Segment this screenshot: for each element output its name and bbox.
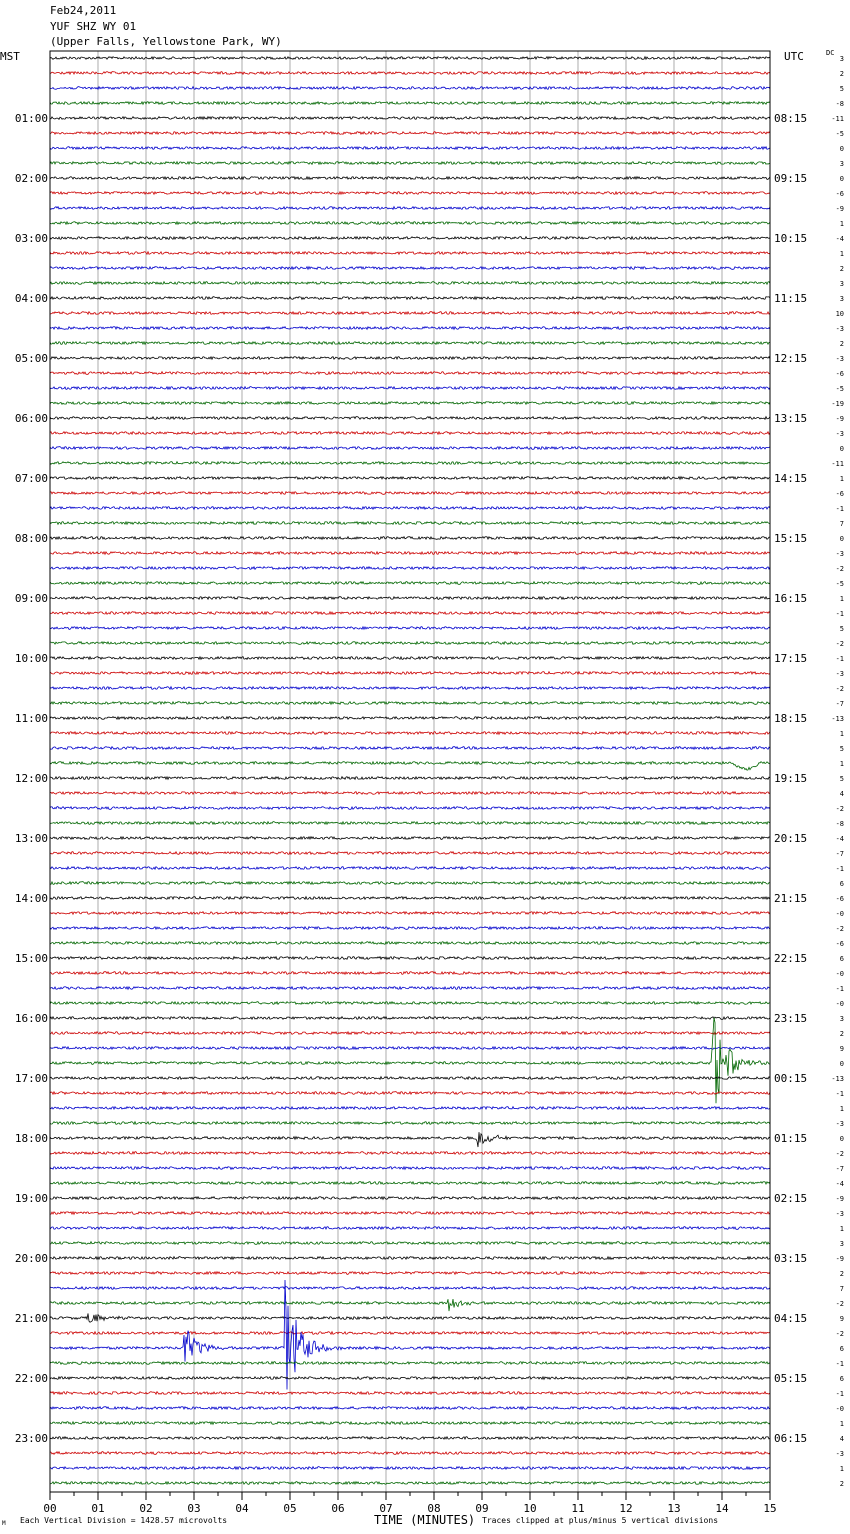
trace-line — [50, 1167, 770, 1170]
trace-line — [50, 1122, 770, 1125]
mst-hour-label: 09:00 — [14, 592, 48, 605]
trace-line — [50, 282, 770, 285]
trace-line — [50, 297, 770, 300]
dc-offset-label: -5 — [835, 580, 844, 588]
dc-offset-label: 1 — [839, 760, 844, 768]
dc-offset-label: -1 — [835, 1390, 844, 1398]
trace-line — [50, 1152, 770, 1155]
trace-line — [50, 132, 770, 135]
mst-hour-label: 15:00 — [14, 952, 48, 965]
dc-offset-label: 2 — [839, 340, 844, 348]
dc-offset-label: -1 — [835, 610, 844, 618]
utc-hour-label: 00:15 — [774, 1072, 808, 1085]
x-tick-label: 02 — [139, 1502, 153, 1515]
dc-offset-label: -3 — [835, 670, 844, 678]
dc-offset-label: -9 — [835, 1255, 844, 1263]
trace-line — [50, 627, 770, 630]
dc-offset-label: -3 — [835, 1120, 844, 1128]
trace-line — [50, 177, 770, 180]
x-tick-label: 09 — [475, 1502, 489, 1515]
trace-line — [50, 1092, 770, 1095]
trace-line — [50, 1437, 770, 1440]
dc-offset-label: 0 — [839, 175, 844, 183]
trace-line — [50, 1047, 770, 1050]
dc-offset-label: -9 — [835, 1195, 844, 1203]
dc-offset-label: 10 — [835, 310, 844, 318]
dc-offset-label: 1 — [839, 475, 844, 483]
trace-line — [50, 1242, 770, 1245]
dc-offset-label: 5 — [839, 775, 844, 783]
utc-hour-label: 15:15 — [774, 532, 808, 545]
mst-hour-label: 07:00 — [14, 472, 48, 485]
trace-line — [50, 672, 770, 675]
utc-hour-label: 03:15 — [774, 1252, 808, 1265]
trace-line — [50, 1182, 770, 1185]
dc-offset-label: -2 — [835, 1150, 844, 1158]
dc-offset-label: -1 — [835, 1360, 844, 1368]
dc-offset-label: -8 — [835, 820, 844, 828]
mst-hour-label: 01:00 — [14, 112, 48, 125]
trace-line — [50, 1392, 770, 1395]
trace-line — [50, 942, 770, 945]
mst-hour-label: 20:00 — [14, 1252, 48, 1265]
dc-offset-label: -13 — [831, 1075, 844, 1083]
mst-hour-label: 04:00 — [14, 292, 48, 305]
dc-offset-label: 9 — [839, 1045, 844, 1053]
trace-line — [50, 567, 770, 570]
dc-label: DC — [826, 49, 835, 57]
mst-hour-label: 11:00 — [14, 712, 48, 725]
trace-line — [50, 1332, 770, 1335]
x-tick-label: 15 — [763, 1502, 777, 1515]
x-tick-label: 08 — [427, 1502, 441, 1515]
trace-line — [50, 867, 770, 870]
trace-line — [50, 102, 770, 105]
dc-offset-label: -6 — [835, 490, 844, 498]
dc-offset-label: -8 — [835, 100, 844, 108]
trace-line — [50, 852, 770, 855]
dc-offset-label: 0 — [839, 445, 844, 453]
utc-hour-label: 11:15 — [774, 292, 808, 305]
header-location: (Upper Falls, Yellowstone Park, WY) — [50, 35, 282, 48]
mst-hour-label: 17:00 — [14, 1072, 48, 1085]
dc-offset-label: 1 — [839, 250, 844, 258]
x-tick-label: 10 — [523, 1502, 537, 1515]
dc-offset-label: -3 — [835, 430, 844, 438]
trace-line — [50, 822, 770, 825]
x-tick-label: 12 — [619, 1502, 633, 1515]
dc-offset-label: 1 — [839, 1465, 844, 1473]
trace-line — [50, 1422, 770, 1425]
corner-mark: M — [2, 1520, 6, 1527]
trace-line — [50, 192, 770, 195]
trace-line — [50, 912, 770, 915]
trace-line — [50, 957, 770, 960]
trace-line — [50, 147, 770, 150]
trace-line — [50, 162, 770, 165]
trace-line — [50, 927, 770, 930]
trace-line — [50, 1107, 770, 1110]
trace-line — [50, 1018, 770, 1104]
mst-hour-label: 05:00 — [14, 352, 48, 365]
dc-offset-label: 5 — [839, 745, 844, 753]
trace-line — [50, 252, 770, 255]
mst-hour-label: 22:00 — [14, 1372, 48, 1385]
trace-line — [50, 57, 770, 60]
utc-hour-label: 05:15 — [774, 1372, 808, 1385]
x-tick-label: 00 — [43, 1502, 57, 1515]
dc-offset-label: -1 — [835, 985, 844, 993]
dc-offset-label: 0 — [839, 1060, 844, 1068]
dc-offset-label: -5 — [835, 385, 844, 393]
dc-offset-label: 5 — [839, 625, 844, 633]
trace-line — [50, 357, 770, 360]
dc-offset-label: 9 — [839, 1315, 844, 1323]
header-date: Feb24,2011 — [50, 4, 117, 17]
trace-line — [50, 717, 770, 720]
utc-hour-label: 13:15 — [774, 412, 808, 425]
dc-offset-label: 7 — [839, 520, 844, 528]
scale-note: Each Vertical Division = 1428.57 microvolts — [20, 1516, 228, 1525]
trace-line — [50, 1272, 770, 1275]
utc-hour-label: 17:15 — [774, 652, 808, 665]
trace-line — [50, 87, 770, 90]
dc-offset-label: 1 — [839, 1225, 844, 1233]
mst-hour-label: 06:00 — [14, 412, 48, 425]
trace-line — [50, 807, 770, 810]
dc-offset-label: -3 — [835, 550, 844, 558]
utc-hour-label: 16:15 — [774, 592, 808, 605]
utc-hour-label: 09:15 — [774, 172, 808, 185]
trace-line — [50, 1017, 770, 1020]
dc-offset-label: 4 — [839, 790, 844, 798]
dc-offset-label: 7 — [839, 1285, 844, 1293]
utc-hour-label: 18:15 — [774, 712, 808, 725]
x-tick-label: 06 — [331, 1502, 345, 1515]
trace-line — [50, 777, 770, 780]
trace-line — [50, 792, 770, 795]
trace-group — [50, 57, 770, 1485]
dc-offset-label: -11 — [831, 115, 844, 123]
trace-line — [50, 537, 770, 540]
axis-label-group — [15, 55, 844, 1515]
dc-offset-label: -6 — [835, 190, 844, 198]
trace-line — [50, 267, 770, 270]
utc-hour-label: 23:15 — [774, 1012, 808, 1025]
plot-frame — [50, 51, 770, 1492]
utc-hour-label: 02:15 — [774, 1192, 808, 1205]
mst-hour-label: 02:00 — [14, 172, 48, 185]
dc-offset-label: -0 — [835, 970, 844, 978]
dc-offset-label: -3 — [835, 325, 844, 333]
trace-line — [50, 387, 770, 390]
trace-line — [50, 207, 770, 210]
trace-line — [50, 1227, 770, 1230]
trace-line — [50, 222, 770, 225]
dc-offset-label: 0 — [839, 535, 844, 543]
dc-offset-label: -3 — [835, 1450, 844, 1458]
utc-hour-label: 08:15 — [774, 112, 808, 125]
dc-offset-label: -5 — [835, 130, 844, 138]
x-tick-label: 13 — [667, 1502, 681, 1515]
mst-hour-label: 19:00 — [14, 1192, 48, 1205]
dc-offset-label: 4 — [839, 1435, 844, 1443]
dc-offset-label: 1 — [839, 1105, 844, 1113]
mst-hour-label: 10:00 — [14, 652, 48, 665]
dc-offset-label: 0 — [839, 1135, 844, 1143]
utc-hour-label: 10:15 — [774, 232, 808, 245]
dc-offset-label: 3 — [839, 1015, 844, 1023]
dc-offset-label: -3 — [835, 1210, 844, 1218]
trace-line — [50, 1287, 770, 1290]
dc-offset-label: -2 — [835, 565, 844, 573]
trace-line — [50, 642, 770, 645]
trace-line — [50, 372, 770, 375]
trace-line — [50, 552, 770, 555]
trace-line — [50, 312, 770, 315]
trace-line — [50, 1280, 770, 1390]
trace-line — [50, 987, 770, 990]
trace-line — [50, 342, 770, 345]
dc-offset-label: -0 — [835, 910, 844, 918]
trace-line — [50, 597, 770, 600]
dc-offset-label: -19 — [831, 400, 844, 408]
dc-offset-label: 2 — [839, 265, 844, 273]
trace-line — [50, 447, 770, 450]
trace-line — [50, 687, 770, 690]
utc-hour-label: 01:15 — [774, 1132, 808, 1145]
dc-offset-label: -4 — [835, 835, 844, 843]
trace-line — [50, 72, 770, 75]
mst-hour-label: 03:00 — [14, 232, 48, 245]
trace-line — [50, 1032, 770, 1035]
dc-offset-label: -9 — [835, 205, 844, 213]
dc-offset-label: -7 — [835, 700, 844, 708]
dc-offset-label: 1 — [839, 1420, 844, 1428]
trace-line — [50, 402, 770, 405]
dc-offset-label: 1 — [839, 595, 844, 603]
trace-line — [50, 1482, 770, 1485]
trace-line — [50, 1077, 770, 1080]
utc-hour-label: 22:15 — [774, 952, 808, 965]
dc-offset-label: -13 — [831, 715, 844, 723]
trace-line — [50, 432, 770, 435]
dc-offset-label: -4 — [835, 235, 844, 243]
mst-hour-label: 13:00 — [14, 832, 48, 845]
trace-line — [50, 972, 770, 975]
trace-line — [50, 732, 770, 735]
trace-line — [50, 1299, 770, 1311]
trace-line — [50, 1132, 770, 1147]
trace-line — [50, 897, 770, 900]
trace-line — [50, 1452, 770, 1455]
trace-line — [50, 747, 770, 750]
utc-hour-label: 21:15 — [774, 892, 808, 905]
dc-offset-label: -7 — [835, 1165, 844, 1173]
dc-offset-label: 3 — [839, 295, 844, 303]
trace-line — [50, 1212, 770, 1215]
dc-offset-label: 6 — [839, 1375, 844, 1383]
dc-offset-label: 2 — [839, 1030, 844, 1038]
trace-line — [50, 1313, 770, 1322]
dc-offset-label: -6 — [835, 940, 844, 948]
trace-line — [50, 417, 770, 420]
trace-line — [50, 237, 770, 240]
trace-line — [50, 462, 770, 465]
mst-hour-label: 23:00 — [14, 1432, 48, 1445]
trace-line — [50, 702, 770, 705]
trace-line — [50, 837, 770, 840]
mst-hour-label: 12:00 — [14, 772, 48, 785]
dc-offset-label: -4 — [835, 1180, 844, 1188]
trace-line — [50, 1362, 770, 1365]
x-tick-label: 04 — [235, 1502, 249, 1515]
dc-offset-label: -2 — [835, 805, 844, 813]
dc-offset-label: 3 — [839, 55, 844, 63]
header-station: YUF SHZ WY 01 — [50, 20, 137, 33]
dc-offset-label: 6 — [839, 880, 844, 888]
mst-hour-label: 08:00 — [14, 532, 48, 545]
mst-axis-label: MST — [0, 50, 20, 63]
trace-line — [50, 327, 770, 330]
utc-axis-label: UTC — [784, 50, 804, 63]
utc-hour-label: 06:15 — [774, 1432, 808, 1445]
trace-line — [50, 507, 770, 510]
trace-line — [50, 492, 770, 495]
dc-offset-label: -0 — [835, 1405, 844, 1413]
trace-line — [50, 1197, 770, 1200]
trace-line — [50, 762, 770, 771]
mst-hour-label: 18:00 — [14, 1132, 48, 1145]
dc-offset-label: -6 — [835, 895, 844, 903]
dc-offset-label: -11 — [831, 460, 844, 468]
dc-offset-label: -1 — [835, 655, 844, 663]
trace-line — [50, 657, 770, 660]
dc-offset-label: 2 — [839, 70, 844, 78]
mst-hour-label: 16:00 — [14, 1012, 48, 1025]
dc-offset-label: -2 — [835, 925, 844, 933]
dc-offset-label: 3 — [839, 1240, 844, 1248]
dc-offset-label: 6 — [839, 1345, 844, 1353]
dc-offset-label: 6 — [839, 955, 844, 963]
dc-offset-label: -6 — [835, 370, 844, 378]
x-axis-title: TIME (MINUTES) — [374, 1513, 476, 1527]
utc-hour-label: 12:15 — [774, 352, 808, 365]
utc-hour-label: 14:15 — [774, 472, 808, 485]
dc-offset-label: -2 — [835, 1330, 844, 1338]
trace-line — [50, 1257, 770, 1260]
dc-offset-label: -9 — [835, 415, 844, 423]
x-tick-label: 01 — [91, 1502, 105, 1515]
x-tick-label: 07 — [379, 1502, 393, 1515]
utc-hour-label: 04:15 — [774, 1312, 808, 1325]
dc-offset-label: -3 — [835, 355, 844, 363]
dc-offset-label: -7 — [835, 850, 844, 858]
trace-line — [50, 582, 770, 585]
dc-offset-label: -1 — [835, 505, 844, 513]
dc-offset-label: 2 — [839, 1270, 844, 1278]
trace-line — [50, 882, 770, 885]
dc-offset-label: 5 — [839, 85, 844, 93]
x-tick-label: 11 — [571, 1502, 585, 1515]
dc-offset-label: -1 — [835, 1090, 844, 1098]
dc-offset-label: -1 — [835, 865, 844, 873]
mst-hour-label: 21:00 — [14, 1312, 48, 1325]
utc-hour-label: 20:15 — [774, 832, 808, 845]
clip-note: Traces clipped at plus/minus 5 vertical divisions — [482, 1516, 719, 1525]
dc-offset-label: 0 — [839, 145, 844, 153]
dc-offset-label: 3 — [839, 280, 844, 288]
utc-hour-label: 19:15 — [774, 772, 808, 785]
x-tick-label: 14 — [715, 1502, 729, 1515]
dc-offset-label: -2 — [835, 685, 844, 693]
trace-line — [50, 477, 770, 480]
dc-offset-label: 3 — [839, 160, 844, 168]
x-tick-label: 05 — [283, 1502, 297, 1515]
dc-offset-label: -2 — [835, 1300, 844, 1308]
trace-line — [50, 117, 770, 120]
mst-hour-label: 14:00 — [14, 892, 48, 905]
trace-line — [50, 1407, 770, 1410]
dc-offset-label: 1 — [839, 730, 844, 738]
trace-line — [50, 1377, 770, 1380]
trace-line — [50, 522, 770, 525]
dc-offset-label: 1 — [839, 220, 844, 228]
dc-offset-label: -2 — [835, 640, 844, 648]
x-tick-label: 03 — [187, 1502, 201, 1515]
trace-line — [50, 612, 770, 615]
dc-offset-label: 2 — [839, 1480, 844, 1488]
trace-line — [50, 1467, 770, 1470]
dc-offset-label: -0 — [835, 1000, 844, 1008]
trace-line — [50, 1002, 770, 1005]
